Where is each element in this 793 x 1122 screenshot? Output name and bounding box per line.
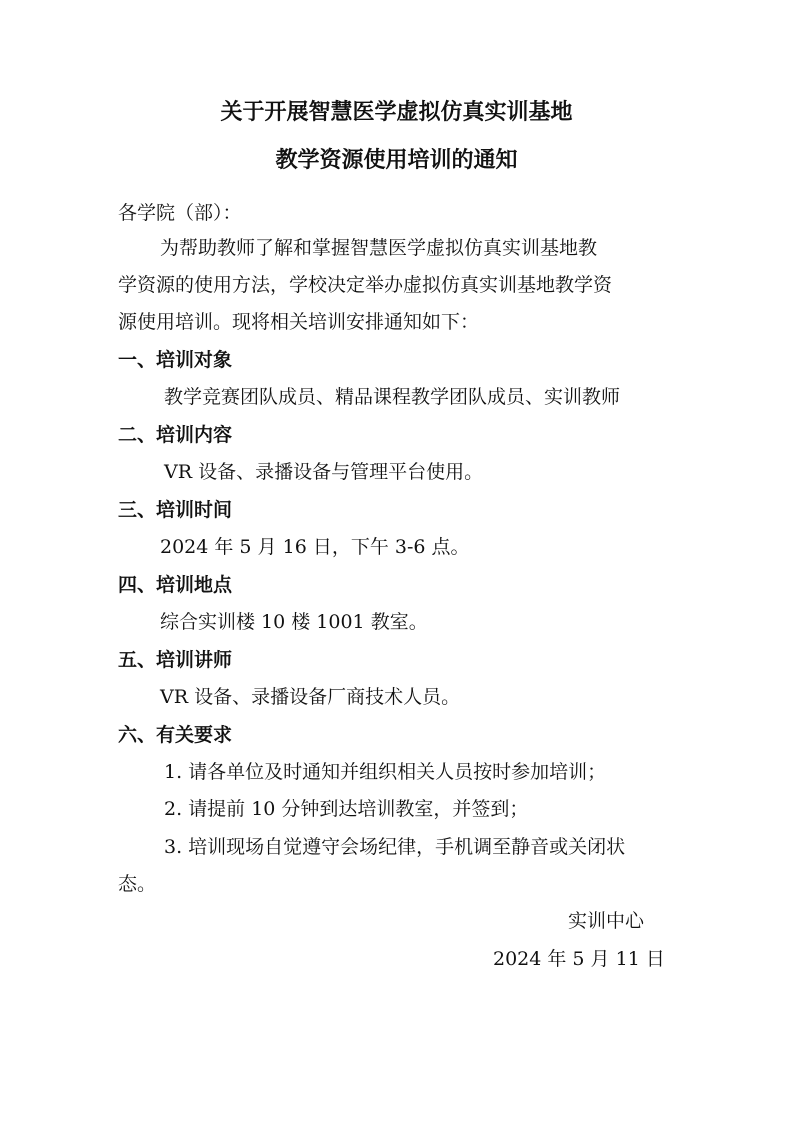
section-lecturer-heading: 五、培训讲师	[118, 649, 233, 671]
section-time-heading: 三、培训时间	[118, 499, 233, 521]
intro-line-3: 源使用培训。现将相关培训安排通知如下：	[118, 311, 480, 333]
intro-line-1: 为帮助教师了解和掌握智慧医学虚拟仿真实训基地教	[160, 237, 598, 259]
section-content-content: VR 设备、录播设备与管理平台使用。	[164, 461, 484, 483]
section-location-content: 综合实训楼 10 楼 1001 教室。	[160, 611, 428, 633]
signature-org: 实训中心	[568, 910, 645, 932]
intro-line-2: 学资源的使用方法，学校决定举办虚拟仿真实训基地教学资	[118, 274, 613, 296]
section-location-heading: 四、培训地点	[118, 574, 233, 596]
notice-title-line1: 关于开展智慧医学虚拟仿真实训基地	[220, 100, 573, 125]
section-target-heading: 一、培训对象	[118, 349, 233, 371]
section-requirements-heading: 六、有关要求	[118, 724, 233, 746]
signature-date: 2024 年 5 月 11 日	[493, 948, 665, 970]
section-lecturer-content: VR 设备、录播设备厂商技术人员。	[160, 686, 461, 708]
section-content-heading: 二、培训内容	[118, 424, 233, 446]
salutation: 各学院（部）：	[118, 202, 242, 224]
requirement-item-1: 1. 请各单位及时通知并组织相关人员按时参加培训；	[164, 761, 607, 783]
notice-title-line2: 教学资源使用培训的通知	[275, 148, 518, 173]
requirement-item-3-line-1: 3. 培训现场自觉遵守会场纪律，手机调至静音或关闭状	[164, 836, 626, 858]
requirement-item-3-line-2: 态。	[118, 873, 157, 895]
section-time-content: 2024 年 5 月 16 日，下午 3-6 点。	[160, 536, 470, 558]
requirement-item-2: 2. 请提前 10 分钟到达培训教室，并签到；	[164, 798, 529, 820]
section-target-content: 教学竞赛团队成员、精品课程教学团队成员、实训教师	[164, 386, 621, 408]
